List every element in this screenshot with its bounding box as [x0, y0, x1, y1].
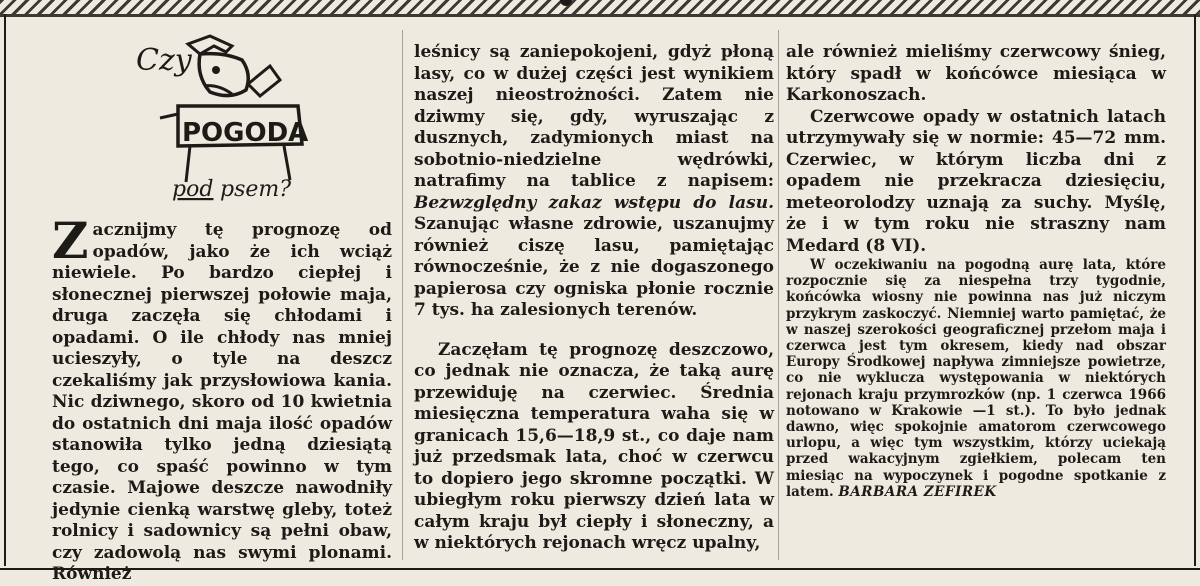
column-divider [778, 30, 779, 560]
small-paragraph-text: W oczekiwaniu na pogodną aurę lata, które rozpocznie się za niespełna trzy tygodnie, końcówka wiosny nie powinna nas już niczym przykrym zaskoczyć. Niemniej warto pamiętać, że w naszej szerokości geograficznej przełom maja i czerwca jest tym okresem, kiedy nad obszar Europy Środkowej napływa zimniejsze powietrze, co nie wyklucza występowania w niektórych rejonach kraju przymrozków (np. 1 czerwca 1966 notowano w Krakowie —1 st.). To było jednak dawno, więc spokojnie amatorom czerwcowego urlopu, a więc tym wszystkim, którzy uciekają przed wakacyjnym zgiełkiem, polecam ten miesiąc na wypoczynek i pogodne spotkanie z latem. [786, 257, 1166, 500]
dog-ear [188, 36, 232, 54]
article-paragraph [414, 42, 774, 322]
dog-eye [212, 66, 220, 74]
logo-word-pod: pod [172, 177, 214, 202]
article-paragraph: acznijmy tę prognozę od opadów, jako że ich wciąż niewiele. Po bardzo ciepłej i słonecznej pierwszej połowie maja, druga zaczęła się chłodami i opadami. O ile chłody nas mniej ucieszyły, o tyle na deszcz czekaliśmy jak przysłowiowa kania. Nic dziwnego, skoro od 10 kwietnia do ostatnich dni maja ilość opadów stanowiła tylko jedną dziesiątą tego, co spaść powinno w tym czasie. Majowe deszcze nawodniły jedynie cienką warstwę gleby, toteż rolnicy i sadownicy są pełni obaw, czy zadowolą nas swymi plonami. Również [52, 220, 392, 584]
left-border-rule [4, 14, 6, 566]
article-paragraph: Czerwcowe opady w ostatnich latach utrzymywały się w normie: 45—72 mm. Czerwiec, w którym liczba dni z opadem nie przekracza dziesięciu, meteorolodzy uznają za suchy. Myślę, że i w tym roku nie straszny nam Medard (8 VI). [786, 106, 1166, 256]
article-paragraph: ale również mieliśmy czerwcowy śnieg, który spadł w końcówce miesiąca w Karkonoszach. [786, 42, 1166, 105]
article-column-1 [52, 211, 392, 586]
article-column-2 [414, 42, 774, 555]
author-byline: BARBARA ZEFIREK [838, 483, 997, 500]
right-border-rule [1194, 14, 1196, 566]
dog-nose [248, 66, 280, 96]
paragraph-text: leśnicy są zaniepokojeni, gdyż płoną lasy, co w dużej części jest wynikiem naszej nieostrożności. Zatem nie dziwmy się, gdy, wyruszając z dusznych, zadymionych miast na sobotnio-niedzielne wędrówki, natrafimy na tablice z napisem: [414, 42, 774, 191]
sign-quote: Bezwzględny zakaz wstępu do lasu. [414, 192, 774, 213]
article-paragraph: Zaczęłam tę prognozę deszczowo, co jednak nie oznacza, że taką aurę przewiduję na czerwiec. Średnia miesięczna temperatura waha się w granicach 15,6—18,9 st., co daje nam już przedsmak lata, choć w czerwcu to dopiero jego skromne początki. W ubiegłym roku pierwszy dzień lata w całym kraju był ciepły i słoneczny, a w niektórych rejonach wręcz upalny, [414, 339, 774, 553]
paragraph-text: Szanując własne zdrowie, uszanujmy również ciszę lasu, pamiętając równocześnie, że z nie dogaszonego papierosa czy ogniska płonie rocznie 7 tys. ha zalesionych terenów. [414, 214, 774, 320]
drop-cap: Z [52, 211, 89, 270]
column-divider [402, 30, 403, 560]
article-small-paragraph [786, 257, 1166, 500]
logo-word-pogoda: POGODA [182, 118, 309, 148]
logo-word-czy: Czy [136, 43, 192, 78]
decorative-top-border [0, 0, 1200, 14]
logo-word-psem: psem? [220, 177, 292, 202]
article-column-3 [786, 42, 1166, 500]
pogoda-dog-logo [120, 14, 320, 214]
